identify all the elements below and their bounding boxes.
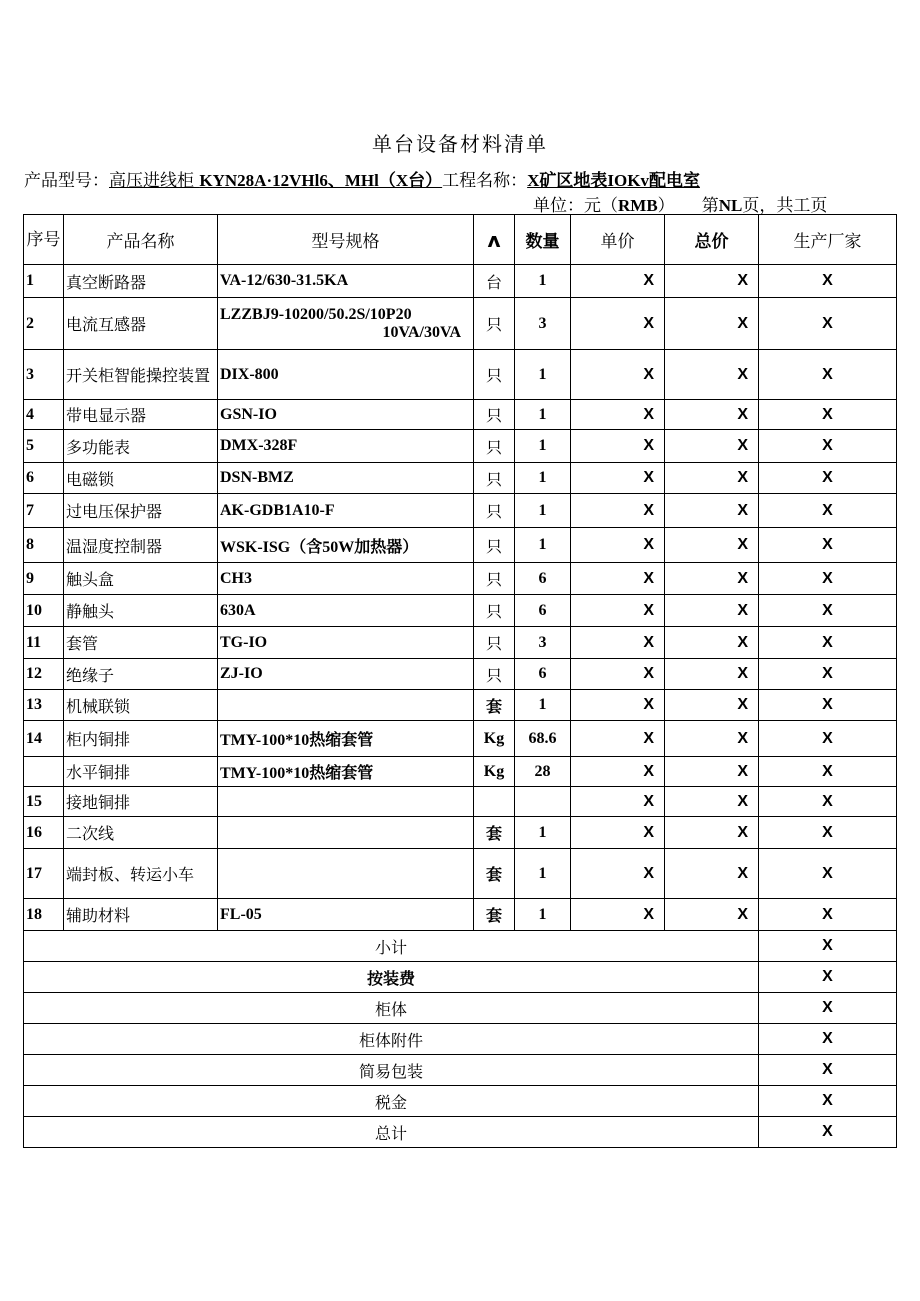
- row-qty: 6: [515, 659, 571, 690]
- row-maker: X: [759, 265, 897, 298]
- row-unit: 只: [474, 494, 515, 528]
- table-row: [24, 463, 897, 494]
- product-info-line: [24, 166, 700, 191]
- summary-row: [24, 931, 897, 962]
- table-row: [24, 595, 897, 627]
- row-name: 电流互感器: [64, 298, 218, 350]
- summary-label: 柜体: [24, 993, 759, 1024]
- row-model: 630A: [218, 595, 474, 627]
- row-maker: X: [759, 463, 897, 494]
- row-no: 15: [24, 787, 64, 817]
- row-qty: 1: [515, 690, 571, 721]
- row-model: VA-12/630-31.5KA: [218, 265, 474, 298]
- row-unit: 只: [474, 350, 515, 400]
- table-row: [24, 757, 897, 787]
- row-total: X: [665, 849, 759, 899]
- row-total: X: [665, 494, 759, 528]
- header-model: 型号规格: [218, 215, 474, 265]
- row-model: AK-GDB1A10-F: [218, 494, 474, 528]
- summary-label: 税金: [24, 1086, 759, 1117]
- header-total: 总价: [665, 215, 759, 265]
- row-model: [218, 787, 474, 817]
- table-row: [24, 817, 897, 849]
- summary-value: X: [759, 993, 897, 1024]
- summary-label: 小计: [24, 931, 759, 962]
- row-price: X: [571, 494, 665, 528]
- project-name: X矿区地表IOKv配电室: [527, 171, 700, 190]
- page-number: NL: [718, 196, 743, 215]
- row-name: 机械联锁: [64, 690, 218, 721]
- row-name: 接地铜排: [64, 787, 218, 817]
- row-no: 8: [24, 528, 64, 563]
- row-model: DMX-328F: [218, 430, 474, 463]
- row-no: 16: [24, 817, 64, 849]
- row-name: 静触头: [64, 595, 218, 627]
- row-qty: 1: [515, 817, 571, 849]
- row-name: 柜内铜排: [64, 721, 218, 757]
- row-price: X: [571, 265, 665, 298]
- row-name: 过电压保护器: [64, 494, 218, 528]
- row-unit: 只: [474, 659, 515, 690]
- row-model: TG-IO: [218, 627, 474, 659]
- row-qty: [515, 787, 571, 817]
- row-maker: X: [759, 400, 897, 430]
- header-price: 单价: [571, 215, 665, 265]
- row-price: X: [571, 787, 665, 817]
- summary-row: [24, 1086, 897, 1117]
- summary-label: 总计: [24, 1117, 759, 1148]
- row-maker: X: [759, 350, 897, 400]
- row-no: 6: [24, 463, 64, 494]
- row-maker: X: [759, 659, 897, 690]
- table-row: [24, 265, 897, 298]
- row-price: X: [571, 528, 665, 563]
- row-total: X: [665, 721, 759, 757]
- header-unit: ʌ: [474, 215, 515, 265]
- table-row: [24, 494, 897, 528]
- row-qty: 1: [515, 494, 571, 528]
- row-model-line2: 10VA/30VA: [382, 323, 461, 341]
- row-name: 温湿度控制器: [64, 528, 218, 563]
- table-row: [24, 400, 897, 430]
- table-row: [24, 430, 897, 463]
- row-unit: Kg: [474, 721, 515, 757]
- row-unit: 只: [474, 595, 515, 627]
- row-total: X: [665, 595, 759, 627]
- document-title: 单台设备材料清单: [372, 132, 548, 156]
- row-price: X: [571, 721, 665, 757]
- row-unit: 只: [474, 463, 515, 494]
- row-unit: 套: [474, 849, 515, 899]
- row-qty: 1: [515, 430, 571, 463]
- row-qty: 1: [515, 400, 571, 430]
- row-model: GSN-IO: [218, 400, 474, 430]
- row-price: X: [571, 595, 665, 627]
- row-total: X: [665, 265, 759, 298]
- row-price: X: [571, 690, 665, 721]
- row-qty: 1: [515, 463, 571, 494]
- summary-value: X: [759, 1086, 897, 1117]
- row-no: 7: [24, 494, 64, 528]
- row-total: X: [665, 298, 759, 350]
- row-unit: 只: [474, 298, 515, 350]
- row-no: 9: [24, 563, 64, 595]
- row-qty: 1: [515, 528, 571, 563]
- row-model: TMY-100*10热缩套管: [218, 721, 474, 757]
- row-price: X: [571, 849, 665, 899]
- summary-value: X: [759, 931, 897, 962]
- row-model: CH3: [218, 563, 474, 595]
- row-no: 1: [24, 265, 64, 298]
- row-price: X: [571, 627, 665, 659]
- row-model: [218, 817, 474, 849]
- row-total: X: [665, 690, 759, 721]
- row-unit: 只: [474, 528, 515, 563]
- row-price: X: [571, 817, 665, 849]
- row-total: X: [665, 757, 759, 787]
- row-price: X: [571, 899, 665, 931]
- row-price: X: [571, 563, 665, 595]
- materials-table: [23, 214, 897, 1148]
- row-qty: 1: [515, 899, 571, 931]
- row-price: X: [571, 463, 665, 494]
- row-no: 10: [24, 595, 64, 627]
- row-total: X: [665, 350, 759, 400]
- row-no: 18: [24, 899, 64, 931]
- table-row: [24, 721, 897, 757]
- row-qty: 1: [515, 265, 571, 298]
- row-qty: 28: [515, 757, 571, 787]
- summary-value: X: [759, 1117, 897, 1148]
- row-price: X: [571, 400, 665, 430]
- row-maker: X: [759, 899, 897, 931]
- table-row: [24, 298, 897, 350]
- row-no: 3: [24, 350, 64, 400]
- row-maker: X: [759, 494, 897, 528]
- header-maker: 生产厂家: [759, 215, 897, 265]
- row-unit: 套: [474, 899, 515, 931]
- row-total: X: [665, 787, 759, 817]
- row-name: 开关柜智能操控装置: [64, 350, 218, 400]
- row-unit: 台: [474, 265, 515, 298]
- row-maker: X: [759, 787, 897, 817]
- row-no: 17: [24, 849, 64, 899]
- row-price: X: [571, 350, 665, 400]
- row-qty: 3: [515, 298, 571, 350]
- row-maker: X: [759, 528, 897, 563]
- summary-row: [24, 1055, 897, 1086]
- row-total: X: [665, 659, 759, 690]
- row-qty: 68.6: [515, 721, 571, 757]
- summary-value: X: [759, 1055, 897, 1086]
- row-no: 13: [24, 690, 64, 721]
- row-name: 绝缘子: [64, 659, 218, 690]
- row-name: 真空断路器: [64, 265, 218, 298]
- row-maker: X: [759, 690, 897, 721]
- table-row: [24, 849, 897, 899]
- row-no: 2: [24, 298, 64, 350]
- row-model: [218, 690, 474, 721]
- row-total: X: [665, 430, 759, 463]
- row-unit: 套: [474, 690, 515, 721]
- header-qty: 数量: [515, 215, 571, 265]
- row-unit: 只: [474, 627, 515, 659]
- row-name: 二次线: [64, 817, 218, 849]
- unit-page-line: 单位：元（RMB） 第NL页，共工页: [533, 196, 828, 216]
- row-model: FL-05: [218, 899, 474, 931]
- row-total: X: [665, 817, 759, 849]
- row-model: LZZBJ9-10200/50.2S/10P20 10VA/30VA: [218, 298, 474, 350]
- table-row: [24, 690, 897, 721]
- row-total: X: [665, 463, 759, 494]
- table-row: [24, 899, 897, 931]
- currency: RMB: [618, 196, 658, 215]
- row-total: X: [665, 528, 759, 563]
- row-maker: X: [759, 721, 897, 757]
- row-model: WSK-ISG（含50W加热器）: [218, 528, 474, 563]
- summary-label: 柜体附件: [24, 1024, 759, 1055]
- summary-label: 按装费: [24, 962, 759, 993]
- row-name: 多功能表: [64, 430, 218, 463]
- row-model: DIX-800: [218, 350, 474, 400]
- row-no: 5: [24, 430, 64, 463]
- table-row: [24, 659, 897, 690]
- row-no: 14: [24, 721, 64, 757]
- row-model: TMY-100*10热缩套管: [218, 757, 474, 787]
- row-maker: X: [759, 563, 897, 595]
- row-name: 辅助材料: [64, 899, 218, 931]
- row-maker: X: [759, 298, 897, 350]
- row-qty: 1: [515, 350, 571, 400]
- summary-label: 简易包装: [24, 1055, 759, 1086]
- row-price: X: [571, 298, 665, 350]
- row-maker: X: [759, 757, 897, 787]
- row-unit: [474, 787, 515, 817]
- row-total: X: [665, 400, 759, 430]
- row-unit: 只: [474, 563, 515, 595]
- row-name: 带电显示器: [64, 400, 218, 430]
- row-name: 电磁锁: [64, 463, 218, 494]
- header-name: 产品名称: [64, 215, 218, 265]
- row-name: 端封板、转运小车: [64, 849, 218, 899]
- row-model: [218, 849, 474, 899]
- row-qty: 6: [515, 595, 571, 627]
- row-price: X: [571, 430, 665, 463]
- row-name: 套管: [64, 627, 218, 659]
- summary-row: [24, 1024, 897, 1055]
- row-total: X: [665, 899, 759, 931]
- table-row: [24, 627, 897, 659]
- table-header-row: [24, 215, 897, 265]
- table-row: [24, 528, 897, 563]
- row-qty: 6: [515, 563, 571, 595]
- row-maker: X: [759, 849, 897, 899]
- row-qty: 3: [515, 627, 571, 659]
- row-model: ZJ-IO: [218, 659, 474, 690]
- row-unit: 套: [474, 817, 515, 849]
- row-name: 水平铜排: [64, 757, 218, 787]
- summary-row: [24, 1117, 897, 1148]
- summary-row: [24, 962, 897, 993]
- row-model: DSN-BMZ: [218, 463, 474, 494]
- row-no: 11: [24, 627, 64, 659]
- row-total: X: [665, 563, 759, 595]
- row-maker: X: [759, 430, 897, 463]
- row-total: X: [665, 627, 759, 659]
- row-maker: X: [759, 595, 897, 627]
- table-row: [24, 787, 897, 817]
- table-row: [24, 350, 897, 400]
- row-unit: 只: [474, 430, 515, 463]
- summary-value: X: [759, 1024, 897, 1055]
- row-unit: 只: [474, 400, 515, 430]
- summary-row: [24, 993, 897, 1024]
- row-price: X: [571, 757, 665, 787]
- row-maker: X: [759, 817, 897, 849]
- row-qty: 1: [515, 849, 571, 899]
- row-no: 12: [24, 659, 64, 690]
- product-model-value: 高压进线柜 KYN28A·12VHl6、MHl（X台）: [109, 171, 443, 191]
- row-unit: Kg: [474, 757, 515, 787]
- row-maker: X: [759, 627, 897, 659]
- summary-value: X: [759, 962, 897, 993]
- project-label: 工程名称：: [442, 171, 528, 191]
- row-price: X: [571, 659, 665, 690]
- row-name: 触头盒: [64, 563, 218, 595]
- header-no: 序号: [24, 215, 64, 265]
- table-row: [24, 563, 897, 595]
- product-model-label: 产品型号：: [24, 171, 109, 191]
- row-no: [24, 757, 64, 787]
- row-no: 4: [24, 400, 64, 430]
